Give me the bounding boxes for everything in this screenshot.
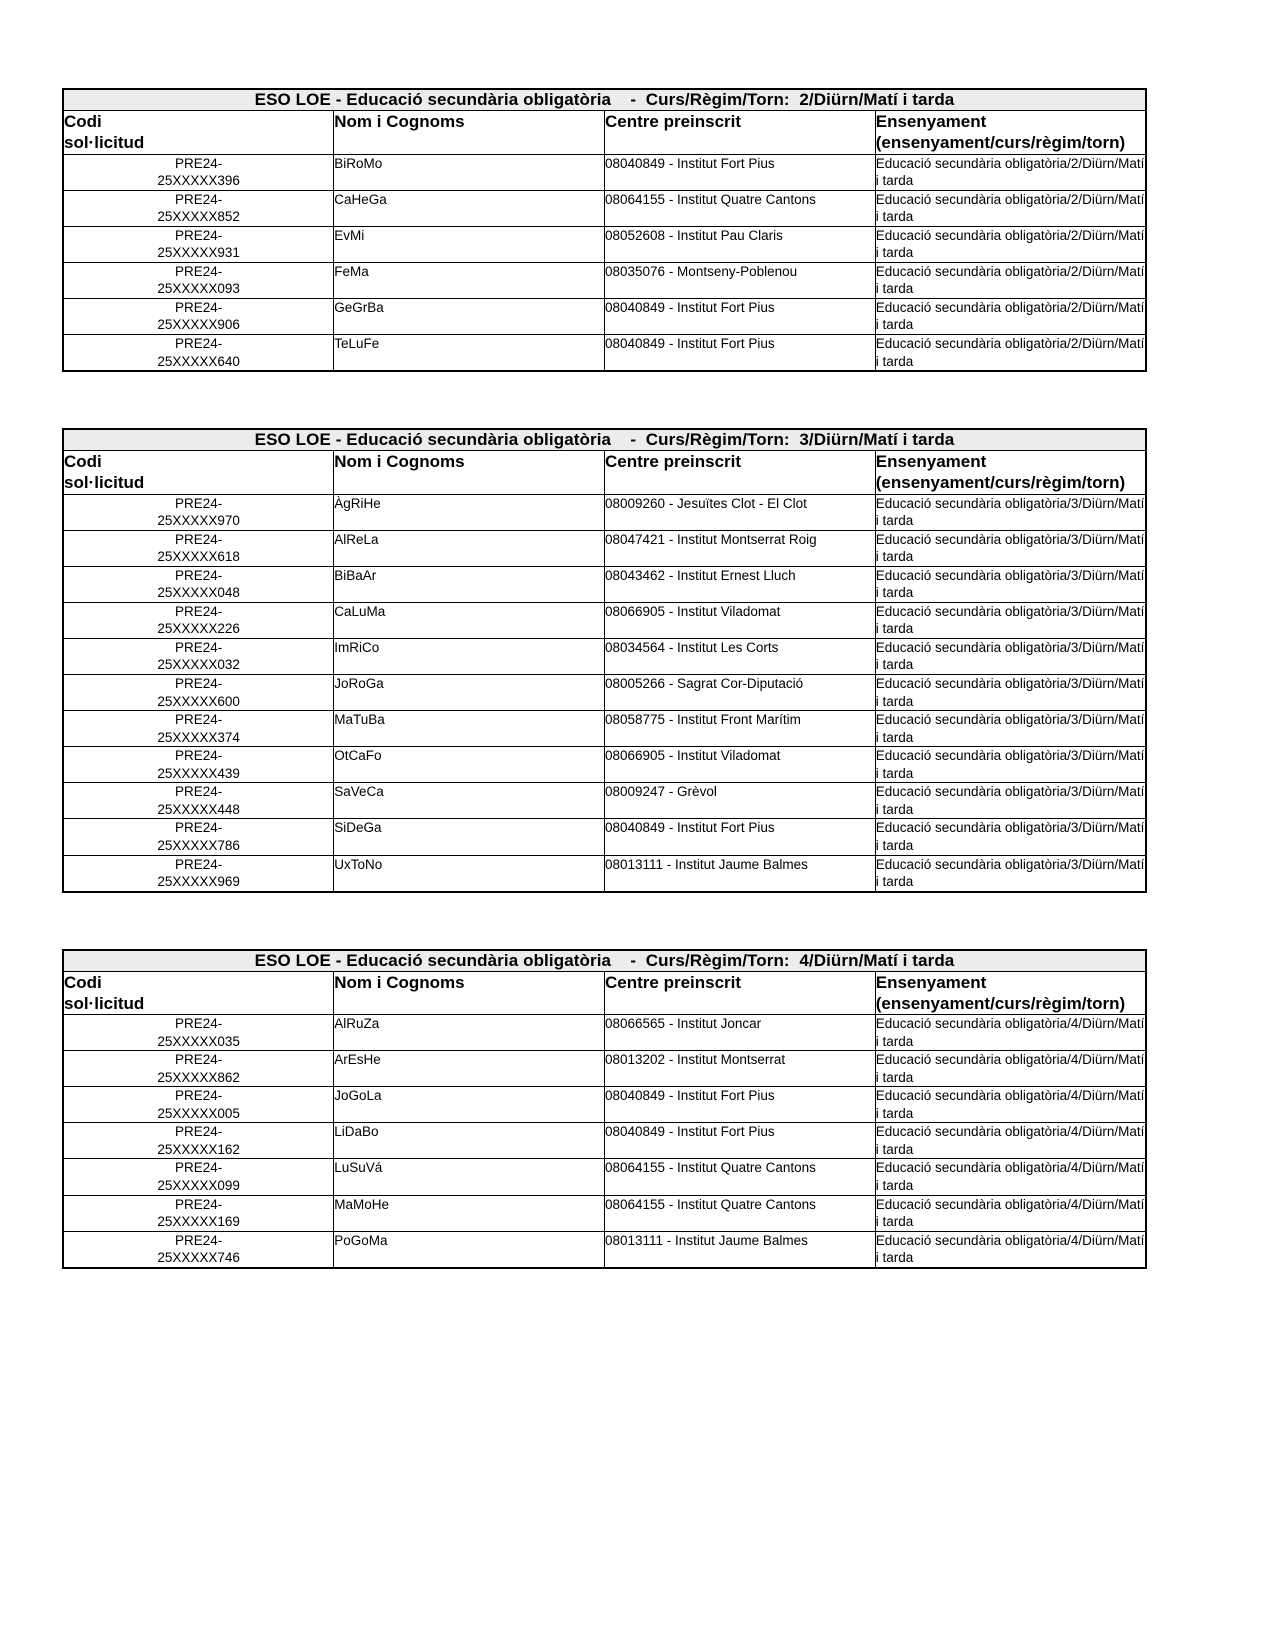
column-header-nom-cognoms: Nom i Cognoms [334,111,605,155]
column-header-codi-solicitud [63,451,334,495]
cell-codi-line2: 25XXXXX005 [157,1105,240,1121]
column-header-ensenyament [875,111,1146,155]
column-header-codi-line1: Codi [64,972,102,992]
table-row [63,819,1146,855]
cell-nom-cognoms: ÀgRiHe [334,494,605,530]
cell-codi-solicitud [63,1231,334,1268]
preinscription-table [62,88,1147,372]
cell-centre-preinscrit: 08040849 - Institut Fort Pius [605,298,876,334]
cell-codi-line2: 25XXXXX448 [157,801,240,817]
cell-codi-line1: PRE24- [174,531,223,547]
cell-ensenyament: Educació secundària obligatòria/4/Diürn/Matí i tarda [875,1087,1146,1123]
cell-centre-preinscrit: 08066565 - Institut Joncar [605,1015,876,1051]
cell-codi-line1: PRE24- [174,603,223,619]
table-title-row [63,429,1146,451]
table-title: ESO LOE - Educació secundària obligatòria - Curs/Règim/Torn: 3/Diürn/Matí i tarda [63,429,1146,451]
cell-codi-solicitud [63,747,334,783]
cell-centre-preinscrit: 08013202 - Institut Montserrat [605,1051,876,1087]
cell-codi-line1: PRE24- [174,676,223,692]
table-row [63,1087,1146,1123]
cell-codi-line1: PRE24- [174,263,223,279]
table-row [63,566,1146,602]
cell-centre-preinscrit: 08058775 - Institut Front Marítim [605,711,876,747]
cell-codi-line1: PRE24- [174,567,223,583]
table-row [63,154,1146,190]
column-header-centre-preinscrit: Centre preinscrit [605,111,876,155]
cell-ensenyament: Educació secundària obligatòria/3/Diürn/Matí i tarda [875,638,1146,674]
cell-ensenyament: Educació secundària obligatòria/3/Diürn/Matí i tarda [875,783,1146,819]
cell-codi-solicitud [63,494,334,530]
cell-centre-preinscrit: 08066905 - Institut Viladomat [605,747,876,783]
table-row [63,638,1146,674]
cell-codi-line1: PRE24- [174,299,223,315]
cell-nom-cognoms: LuSuVá [334,1159,605,1195]
cell-codi-solicitud [63,783,334,819]
cell-codi-line2: 25XXXXX600 [157,693,240,709]
column-header-ensenyament-line2: (ensenyament/curs/règim/torn) [875,473,1126,493]
table-header-row [63,111,1146,155]
cell-ensenyament: Educació secundària obligatòria/3/Diürn/Matí i tarda [875,747,1146,783]
table-row [63,711,1146,747]
table-row [63,675,1146,711]
cell-codi-line1: PRE24- [174,155,223,171]
cell-codi-solicitud [63,675,334,711]
cell-centre-preinscrit: 08009260 - Jesuïtes Clot - El Clot [605,494,876,530]
column-header-ensenyament [875,451,1146,495]
cell-codi-solicitud [63,855,334,892]
column-header-ensenyament-line1: Ensenyament [875,112,987,131]
column-header-codi-solicitud [63,971,334,1015]
cell-centre-preinscrit: 08040849 - Institut Fort Pius [605,819,876,855]
cell-ensenyament: Educació secundària obligatòria/4/Diürn/Matí i tarda [875,1195,1146,1231]
table-title-row [63,950,1146,972]
preinscription-table-block [62,428,1213,893]
cell-codi-line2: 25XXXXX970 [157,513,240,529]
cell-codi-line1: PRE24- [174,639,223,655]
cell-nom-cognoms: CaHeGa [334,190,605,226]
cell-nom-cognoms: GeGrBa [334,298,605,334]
column-header-centre-preinscrit: Centre preinscrit [605,971,876,1015]
column-header-nom-cognoms: Nom i Cognoms [334,451,605,495]
cell-codi-solicitud [63,226,334,262]
cell-ensenyament: Educació secundària obligatòria/3/Diürn/Matí i tarda [875,711,1146,747]
cell-ensenyament: Educació secundària obligatòria/2/Diürn/Matí i tarda [875,298,1146,334]
cell-nom-cognoms: JoGoLa [334,1087,605,1123]
cell-nom-cognoms: LiDaBo [334,1123,605,1159]
table-row [63,298,1146,334]
cell-ensenyament: Educació secundària obligatòria/2/Diürn/Matí i tarda [875,334,1146,371]
cell-codi-line1: PRE24- [174,1052,223,1068]
cell-codi-line1: PRE24- [174,191,223,207]
cell-codi-line2: 25XXXXX396 [157,173,240,189]
cell-codi-line1: PRE24- [174,820,223,836]
table-header-row [63,971,1146,1015]
cell-nom-cognoms: FeMa [334,262,605,298]
cell-nom-cognoms: MaMoHe [334,1195,605,1231]
preinscription-table-block [62,949,1213,1269]
table-row [63,190,1146,226]
cell-codi-solicitud [63,1015,334,1051]
cell-centre-preinscrit: 08052608 - Institut Pau Claris [605,226,876,262]
cell-codi-line2: 25XXXXX226 [157,621,240,637]
cell-centre-preinscrit: 08034564 - Institut Les Corts [605,638,876,674]
cell-codi-line1: PRE24- [174,227,223,243]
cell-ensenyament: Educació secundària obligatòria/4/Diürn/Matí i tarda [875,1123,1146,1159]
cell-ensenyament: Educació secundària obligatòria/3/Diürn/Matí i tarda [875,494,1146,530]
cell-nom-cognoms: BiRoMo [334,154,605,190]
cell-ensenyament: Educació secundària obligatòria/4/Diürn/Matí i tarda [875,1015,1146,1051]
cell-codi-solicitud [63,334,334,371]
table-title: ESO LOE - Educació secundària obligatòria - Curs/Règim/Torn: 4/Diürn/Matí i tarda [63,950,1146,972]
column-header-ensenyament [875,971,1146,1015]
cell-codi-solicitud [63,154,334,190]
cell-centre-preinscrit: 08009247 - Grèvol [605,783,876,819]
column-header-nom-cognoms: Nom i Cognoms [334,971,605,1015]
cell-codi-line2: 25XXXXX439 [157,765,240,781]
cell-codi-solicitud [63,1123,334,1159]
cell-codi-line1: PRE24- [174,748,223,764]
cell-codi-line2: 25XXXXX746 [157,1250,240,1266]
column-header-codi-line2: sol·licitud [64,133,145,153]
cell-codi-solicitud [63,530,334,566]
cell-ensenyament: Educació secundària obligatòria/4/Diürn/Matí i tarda [875,1159,1146,1195]
table-row [63,1123,1146,1159]
cell-nom-cognoms: JoRoGa [334,675,605,711]
cell-nom-cognoms: UxToNo [334,855,605,892]
cell-codi-line2: 25XXXXX162 [157,1141,240,1157]
table-row [63,1195,1146,1231]
cell-nom-cognoms: AlRuZa [334,1015,605,1051]
column-header-codi-line2: sol·licitud [64,473,145,493]
cell-nom-cognoms: EvMi [334,226,605,262]
cell-ensenyament: Educació secundària obligatòria/4/Diürn/Matí i tarda [875,1231,1146,1268]
cell-codi-solicitud [63,1195,334,1231]
cell-codi-line1: PRE24- [174,335,223,351]
cell-codi-line2: 25XXXXX035 [157,1033,240,1049]
cell-codi-line1: PRE24- [174,784,223,800]
cell-codi-line2: 25XXXXX862 [157,1069,240,1085]
cell-codi-solicitud [63,190,334,226]
cell-codi-line2: 25XXXXX969 [157,874,240,890]
cell-codi-line1: PRE24- [174,712,223,728]
column-header-centre-preinscrit: Centre preinscrit [605,451,876,495]
cell-nom-cognoms: SiDeGa [334,819,605,855]
column-header-codi-line1: Codi [64,452,102,472]
cell-centre-preinscrit: 08064155 - Institut Quatre Cantons [605,190,876,226]
cell-codi-line2: 25XXXXX618 [157,549,240,565]
cell-centre-preinscrit: 08040849 - Institut Fort Pius [605,1087,876,1123]
cell-ensenyament: Educació secundària obligatòria/2/Diürn/Matí i tarda [875,226,1146,262]
table-row [63,602,1146,638]
cell-centre-preinscrit: 08013111 - Institut Jaume Balmes [605,1231,876,1268]
preinscription-table-block [62,88,1213,372]
cell-codi-line2: 25XXXXX931 [157,245,240,261]
cell-ensenyament: Educació secundària obligatòria/4/Diürn/Matí i tarda [875,1051,1146,1087]
cell-codi-solicitud [63,638,334,674]
cell-codi-line1: PRE24- [174,495,223,511]
table-row [63,1015,1146,1051]
preinscription-table [62,949,1147,1269]
cell-codi-line1: PRE24- [174,1160,223,1176]
cell-nom-cognoms: AlReLa [334,530,605,566]
table-row [63,783,1146,819]
cell-nom-cognoms: MaTuBa [334,711,605,747]
cell-nom-cognoms: TeLuFe [334,334,605,371]
cell-centre-preinscrit: 08035076 - Montseny-Poblenou [605,262,876,298]
column-header-ensenyament-line1: Ensenyament [875,972,987,992]
cell-codi-line2: 25XXXXX906 [157,317,240,333]
cell-centre-preinscrit: 08040849 - Institut Fort Pius [605,334,876,371]
cell-codi-solicitud [63,1087,334,1123]
table-row [63,494,1146,530]
cell-codi-solicitud [63,1159,334,1195]
cell-codi-line2: 25XXXXX852 [157,209,240,225]
cell-ensenyament: Educació secundària obligatòria/3/Diürn/Matí i tarda [875,602,1146,638]
cell-codi-solicitud [63,819,334,855]
column-header-ensenyament-line2: (ensenyament/curs/règim/torn) [875,993,1126,1013]
cell-ensenyament: Educació secundària obligatòria/3/Diürn/Matí i tarda [875,675,1146,711]
cell-nom-cognoms: PoGoMa [334,1231,605,1268]
table-row [63,262,1146,298]
cell-nom-cognoms: OtCaFo [334,747,605,783]
cell-ensenyament: Educació secundària obligatòria/3/Diürn/Matí i tarda [875,819,1146,855]
column-header-codi-line2: sol·licitud [64,993,145,1013]
cell-codi-line2: 25XXXXX032 [157,657,240,673]
cell-codi-solicitud [63,711,334,747]
cell-nom-cognoms: SaVeCa [334,783,605,819]
table-row [63,530,1146,566]
cell-codi-line2: 25XXXXX374 [157,729,240,745]
tables-container [62,88,1213,1269]
table-row [63,1051,1146,1087]
cell-codi-solicitud [63,1051,334,1087]
table-row [63,226,1146,262]
cell-codi-solicitud [63,602,334,638]
cell-centre-preinscrit: 08066905 - Institut Viladomat [605,602,876,638]
table-title-row [63,89,1146,111]
cell-codi-line1: PRE24- [174,1232,223,1248]
cell-ensenyament: Educació secundària obligatòria/3/Diürn/Matí i tarda [875,855,1146,892]
cell-ensenyament: Educació secundària obligatòria/2/Diürn/Matí i tarda [875,154,1146,190]
preinscription-table [62,428,1147,893]
cell-codi-solicitud [63,262,334,298]
cell-codi-line1: PRE24- [174,1124,223,1140]
table-row [63,334,1146,371]
cell-centre-preinscrit: 08043462 - Institut Ernest Lluch [605,566,876,602]
cell-nom-cognoms: BiBaAr [334,566,605,602]
cell-centre-preinscrit: 08064155 - Institut Quatre Cantons [605,1195,876,1231]
column-header-codi-line1: Codi [64,112,102,131]
table-header-row [63,451,1146,495]
cell-centre-preinscrit: 08047421 - Institut Montserrat Roig [605,530,876,566]
cell-codi-line1: PRE24- [174,1196,223,1212]
cell-ensenyament: Educació secundària obligatòria/2/Diürn/Matí i tarda [875,262,1146,298]
column-header-ensenyament-line2: (ensenyament/curs/règim/torn) [875,133,1126,153]
cell-codi-line1: PRE24- [174,856,223,872]
cell-centre-preinscrit: 08040849 - Institut Fort Pius [605,1123,876,1159]
cell-nom-cognoms: ImRiCo [334,638,605,674]
cell-codi-solicitud [63,298,334,334]
cell-codi-line2: 25XXXXX786 [157,837,240,853]
table-row [63,855,1146,892]
table-row [63,747,1146,783]
table-row [63,1159,1146,1195]
cell-codi-solicitud [63,566,334,602]
cell-centre-preinscrit: 08013111 - Institut Jaume Balmes [605,855,876,892]
cell-centre-preinscrit: 08040849 - Institut Fort Pius [605,154,876,190]
cell-codi-line1: PRE24- [174,1088,223,1104]
column-header-ensenyament-line1: Ensenyament [875,452,987,472]
cell-codi-line2: 25XXXXX640 [157,353,240,369]
cell-ensenyament: Educació secundària obligatòria/3/Diürn/Matí i tarda [875,566,1146,602]
cell-codi-line2: 25XXXXX093 [157,281,240,297]
cell-ensenyament: Educació secundària obligatòria/3/Diürn/Matí i tarda [875,530,1146,566]
cell-codi-line1: PRE24- [174,1016,223,1032]
cell-nom-cognoms: CaLuMa [334,602,605,638]
cell-ensenyament: Educació secundària obligatòria/2/Diürn/Matí i tarda [875,190,1146,226]
cell-codi-line2: 25XXXXX048 [157,585,240,601]
cell-centre-preinscrit: 08064155 - Institut Quatre Cantons [605,1159,876,1195]
table-title: ESO LOE - Educació secundària obligatòria - Curs/Règim/Torn: 2/Diürn/Matí i tarda [63,89,1146,111]
table-row [63,1231,1146,1268]
cell-centre-preinscrit: 08005266 - Sagrat Cor-Diputació [605,675,876,711]
cell-codi-line2: 25XXXXX169 [157,1214,240,1230]
cell-nom-cognoms: ArEsHe [334,1051,605,1087]
column-header-codi-solicitud [63,111,334,155]
cell-codi-line2: 25XXXXX099 [157,1178,240,1194]
